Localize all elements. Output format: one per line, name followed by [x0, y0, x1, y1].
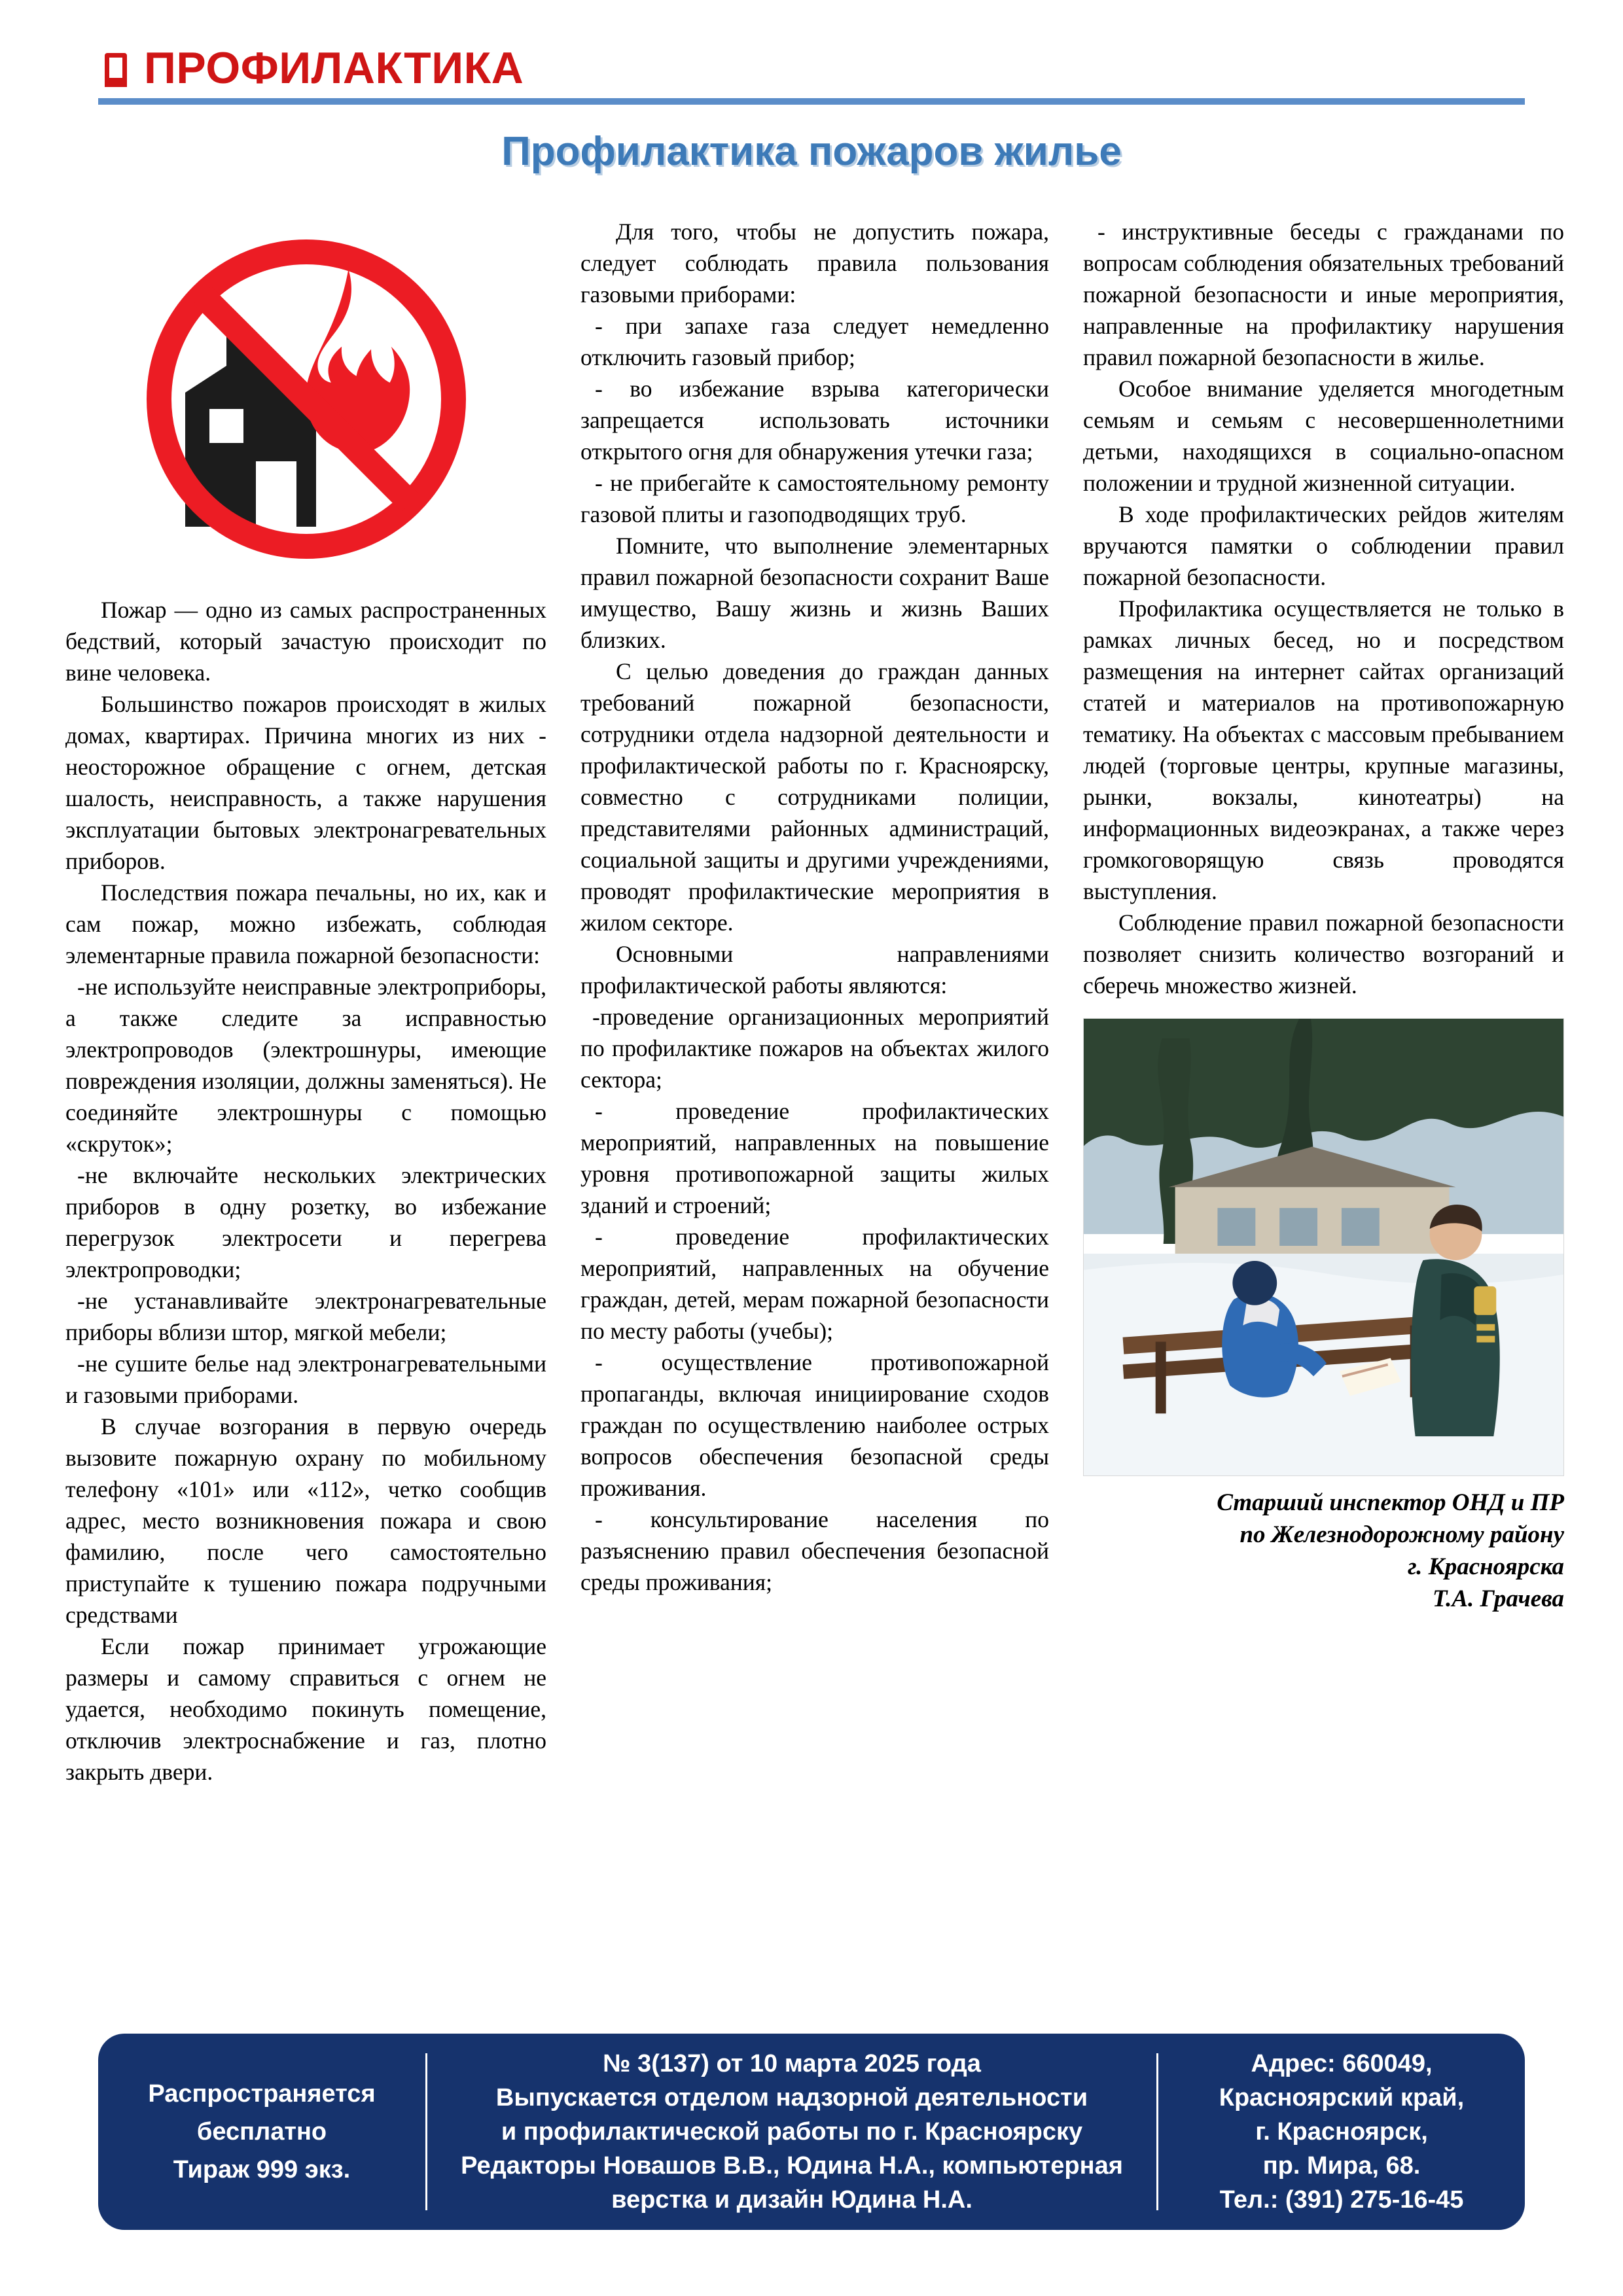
paragraph: Большинство пожаров происходят в жилых домах, квартирах. Причина многих из них - неосторожное обращение с огнем, детская шалость, неисправность, а также нарушения эксплуатации бытовых электронагревательных приборов. — [65, 691, 546, 874]
paragraph: Для того, чтобы не допустить пожара, следует соблюдать правила пользования газовыми приборами: — [580, 219, 1049, 308]
photo-caption-line: г. Красноярска — [1407, 1553, 1564, 1580]
footer-line: Выпускается отделом надзорной деятельности — [495, 2084, 1088, 2111]
inspection-photo — [1083, 1018, 1564, 1476]
photo-figure — [1083, 1018, 1564, 1476]
paragraph: - осуществление противопожарной пропаганды, включая инициирование сходов граждан по осуществлению наиболее острых вопросов обеспечения безопасной среды проживания. — [580, 1349, 1049, 1501]
page-footer — [98, 2034, 1525, 2230]
paragraph: С целью доведения до граждан данных требований пожарной безопасности, сотрудники отдела надзорной деятельности и профилактической работы по г. Красноярску, совместно с сотрудниками полиции, представителями районных администраций, социальной защиты и другими учреждениями, проводят профилактические мероприятия в жилом секторе. — [580, 658, 1049, 936]
section-label: ПРОФИЛАКТИКА — [144, 43, 524, 93]
paragraph: В ходе профилактических рейдов жителям вручаются памятки о соблюдении правил пожарной безопасности. — [1083, 501, 1564, 590]
paragraph: - консультирование населения по разъяснению правил обеспечения безопасной среды проживания; — [580, 1506, 1049, 1595]
footer-distribution — [98, 2034, 425, 2230]
prohibition-sign-figure — [65, 216, 546, 582]
footer-line: Красноярский край, — [1219, 2084, 1465, 2111]
paragraph: Профилактика осуществляется не только в рамках личных бесед, но и посредством размещения на интернет сайтах организаций статей и материалов на противопожарную тематику. На объектах с массовым пребыванием людей (торговые центры, крупные магазины, рынки, вокзалы, кинотеатры) на информационных видеоэкранах, а также через громкоговорящую связь проводятся выступления. — [1083, 595, 1564, 904]
footer-line: № 3(137) от 10 марта 2025 года — [603, 2050, 981, 2077]
paragraph: Особое внимание уделяется многодетным семьям и семьям с несовершеннолетними детьми, находящихся в социально-опасном положении и трудной жизненной ситуации. — [1083, 376, 1564, 496]
header-divider — [98, 98, 1525, 105]
paragraph: - во избежание взрыва категорически запрещается использовать источники открытого огня для обнаружения утечки газа; — [580, 376, 1049, 465]
paragraph: Пожар — одно из самых распространенных бедствий, который зачастую происходит по вине человека. — [65, 597, 546, 686]
photo-caption-line: по Железнодорожному району — [1240, 1521, 1564, 1548]
footer-line: Распространяется — [148, 2080, 376, 2108]
footer-line: Тел.: (391) 275-16-45 — [1219, 2186, 1464, 2214]
paragraph: Соблюдение правил пожарной безопасности позволяет снизить количество возгораний и сберечь множество жизней. — [1083, 910, 1564, 998]
column-3 — [1083, 216, 1564, 1788]
header-row — [98, 43, 1525, 93]
footer-line: Редакторы Новашов В.В., Юдина Н.А., компьютерная — [461, 2152, 1123, 2180]
paragraph: - проведение профилактических мероприятий, направленных на обучение граждан, детей, мерам пожарной безопасности по месту работы (учебы); — [580, 1224, 1049, 1344]
paragraph: Последствия пожара печальны, но их, как и сам пожар, можно избежать, соблюдая элементарные правила пожарной безопасности: — [65, 879, 546, 968]
article-title: Профилактика пожаров жилье — [501, 129, 1122, 174]
column-2 — [580, 216, 1049, 1788]
footer-line: и профилактической работы по г. Красноярску — [501, 2118, 1083, 2146]
paragraph: - инструктивные беседы с гражданами по вопросам соблюдения обязательных требований пожарной безопасности и иные мероприятия, направленные на профилактику нарушения правил пожарной безопасности в жилье. — [1083, 219, 1564, 370]
paragraph: -не устанавливайте электронагревательные приборы вблизи штор, мягкой мебели; — [65, 1288, 546, 1345]
column-1 — [65, 216, 546, 1788]
footer-line: бесплатно — [196, 2118, 327, 2146]
paragraph: Основными направлениями профилактической работы являются: — [580, 941, 1049, 998]
footer-line: Тираж 999 экз. — [173, 2156, 351, 2183]
square-bullet-icon — [105, 53, 127, 87]
footer-address — [1158, 2034, 1525, 2230]
photo-caption — [1083, 1487, 1564, 1615]
photo-caption-line: Т.А. Грачева — [1432, 1585, 1564, 1612]
paragraph: Помните, что выполнение элементарных правил пожарной безопасности сохранит Ваше имущество, Вашу жизнь и жизнь Ваших близких. — [580, 533, 1049, 653]
paragraph: Если пожар принимает угрожающие размеры и самому справиться с огнем не удается, необходимо покинуть помещение, отключив электроснабжение и газ, плотно закрыть двери. — [65, 1633, 546, 1785]
footer-line: пр. Мира, 68. — [1262, 2152, 1421, 2180]
paragraph: -не используйте неисправные электроприборы, а также следите за исправностью электропроводов (электрошнуры, имеющие повреждения изоляции, должны заменяться). Не соединяйте электрошнуры с помощью «скруток»; — [65, 974, 546, 1157]
paragraph: В случае возгорания в первую очередь вызовите пожарную охрану по мобильному телефону «101» или «112», четко сообщив адрес, место возникновения пожара и свою фамилию, после чего самостоятельно приступайте к тушению пожара подручными средствами — [65, 1413, 546, 1628]
paragraph: -не включайте нескольких электрических приборов в одну розетку, во избежание перегрузок электросети и перегрева электропроводки; — [65, 1162, 546, 1282]
article-columns — [65, 216, 1564, 1788]
no-fire-house-icon — [136, 229, 476, 569]
photo-caption-line: Старший инспектор ОНД и ПР — [1217, 1489, 1564, 1516]
footer-issue-info — [427, 2034, 1156, 2230]
paragraph: - проведение профилактических мероприятий, направленных на повышение уровня противопожарной защиты жилых зданий и строений; — [580, 1098, 1049, 1218]
footer-line: верстка и дизайн Юдина Н.А. — [611, 2186, 972, 2214]
paragraph: - не прибегайте к самостоятельному ремонту газовой плиты и газоподводящих труб. — [580, 470, 1049, 527]
paragraph: - при запахе газа следует немедленно отключить газовый прибор; — [580, 313, 1049, 370]
footer-line: г. Красноярск, — [1255, 2118, 1428, 2146]
page-header — [98, 43, 1525, 105]
paragraph: -не сушите белье над электронагревательными и газовыми приборами. — [65, 1351, 546, 1408]
footer-line: Адрес: 660049, — [1251, 2050, 1433, 2077]
paragraph: -проведение организационных мероприятий по профилактике пожаров на объектах жилого сектора; — [580, 1004, 1049, 1093]
